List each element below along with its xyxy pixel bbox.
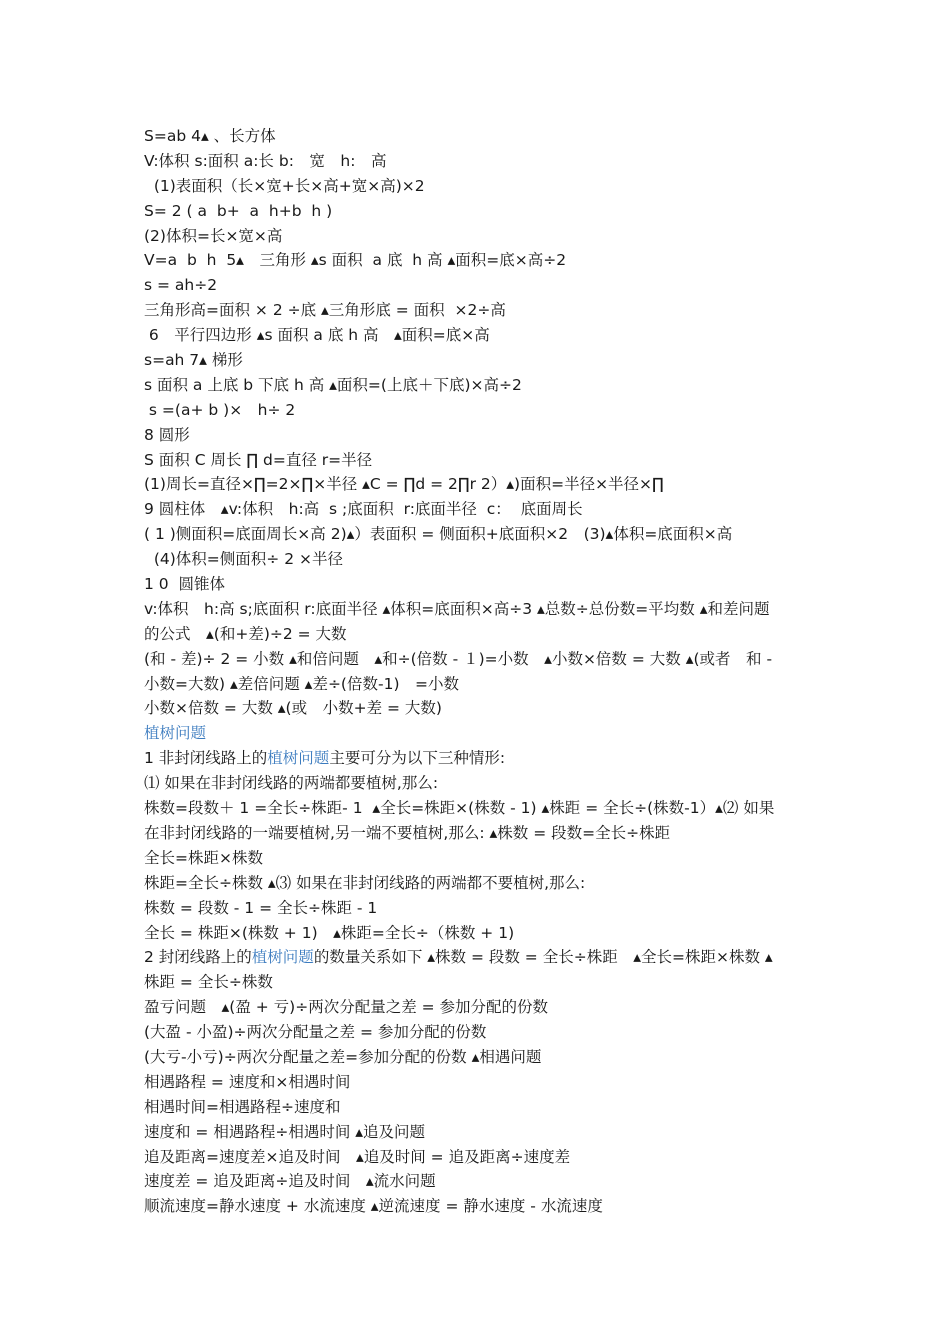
text-line — [144, 448, 814, 473]
highlight-term: 植树问题 — [267, 749, 330, 768]
text-line — [144, 995, 814, 1020]
text-segment: 追及距离=速度差×追及时间 ▴追及时间 = 追及距离÷速度差 — [144, 1147, 571, 1166]
text-line — [144, 248, 814, 273]
text-segment: 株数 = 段数 - 1 = 全长÷株距 - 1 — [144, 898, 378, 917]
text-segment: V=a b h 5▴ 三角形 ▴s 面积 a 底 h 高 ▴面积=底×高÷2 — [144, 251, 567, 270]
highlight-term: 植树问题 — [251, 948, 314, 967]
text-segment: 1 0 圆锥体 — [144, 575, 226, 594]
text-segment: s =(a+ b )× h÷ 2 — [144, 400, 296, 419]
text-segment: 全长=株距×株数 — [144, 848, 263, 867]
text-line — [144, 547, 814, 572]
text-line — [144, 273, 814, 298]
text-line — [144, 298, 814, 323]
text-line — [144, 821, 814, 846]
document-body — [144, 124, 814, 1219]
text-line — [144, 921, 814, 946]
text-line — [144, 1120, 814, 1145]
text-line — [144, 1070, 814, 1095]
text-line — [144, 746, 814, 771]
text-line — [144, 796, 814, 821]
text-line — [144, 871, 814, 896]
text-segment: V:体积 s:面积 a:长 b: 宽 h: 高 — [144, 151, 387, 170]
text-segment: 9 圆柱体 ▴v:体积 h:高 s ;底面积 r:底面半径 c： 底面周长 — [144, 500, 583, 519]
text-line — [144, 1169, 814, 1194]
text-segment: 速度和 = 相遇路程÷相遇时间 ▴追及问题 — [144, 1122, 426, 1141]
text-line — [144, 945, 814, 970]
text-segment: (和 - 差)÷ 2 = 小数 ▴和倍问题 ▴和÷(倍数 - １)=小数 ▴小数×倍数 = 大数 ▴(或者 和 - — [144, 649, 773, 668]
text-line — [144, 721, 814, 746]
text-line — [144, 622, 814, 647]
text-segment: S 面积 C 周长 ∏ d=直径 r=半径 — [144, 450, 373, 469]
text-line — [144, 970, 814, 995]
text-segment: 的公式 ▴(和+差)÷2 = 大数 — [144, 624, 347, 643]
text-segment: s=ah 7▴ 梯形 — [144, 351, 243, 370]
text-segment: (4)体积=侧面积÷ 2 ×半径 — [144, 550, 343, 569]
text-line — [144, 647, 814, 672]
text-line — [144, 348, 814, 373]
text-segment: v:体积 h:高 s;底面积 r:底面半径 ▴体积=底面积×高÷3 ▴总数÷总份数=平均数 ▴和差问题 — [144, 599, 770, 618]
text-segment: S=ab 4▴ 、长方体 — [144, 127, 276, 145]
text-line — [144, 224, 814, 249]
text-segment: 8 圆形 — [144, 425, 190, 444]
text-segment: 株距 = 全长÷株数 — [144, 973, 273, 992]
text-segment: 相遇路程 = 速度和×相遇时间 — [144, 1072, 351, 1091]
text-line — [144, 1194, 814, 1219]
text-segment: 小数×倍数 = 大数 ▴(或 小数+差 = 大数) — [144, 699, 442, 718]
text-segment: (1)周长=直径×∏=2×∏×半径 ▴C = ∏d = 2∏r 2）▴)面积=半径×半径×∏ — [144, 475, 664, 494]
text-line — [144, 199, 814, 224]
text-segment: S= 2 ( a b+ a h+b h ) — [144, 201, 333, 220]
text-line — [144, 149, 814, 174]
text-segment: 盈亏问题 ▴(盈 + 亏)÷两次分配量之差 = 参加分配的份数 — [144, 998, 549, 1017]
text-segment: s 面积 a 上底 b 下底 h 高 ▴面积=(上底＋下底)×高÷2 — [144, 375, 522, 394]
text-segment: 全长 = 株距×(株数 + 1) ▴株距=全长÷（株数 + 1) — [144, 923, 515, 942]
text-segment: (1)表面积（长×宽+长×高+宽×高)×2 — [144, 176, 425, 195]
text-line — [144, 771, 814, 796]
text-line — [144, 696, 814, 721]
text-segment: 株数=段数＋ 1 =全长÷株距- 1 ▴全长=株距×(株数 - 1) ▴株距 = 全长÷(株数-1）▴⑵ 如果 — [144, 799, 775, 818]
text-line — [144, 398, 814, 423]
text-line — [144, 672, 814, 697]
text-line — [144, 597, 814, 622]
text-segment: 株距=全长÷株数 ▴⑶ 如果在非封闭线路的两端都不要植树,那么: — [144, 873, 586, 892]
text-segment: 小数=大数) ▴差倍问题 ▴差÷(倍数-1) =小数 — [144, 674, 459, 693]
text-line — [144, 472, 814, 497]
text-segment: 的数量关系如下 ▴株数 = 段数 = 全长÷株距 ▴全长=株距×株数 ▴ — [313, 948, 773, 967]
text-segment: 顺流速度=静水速度 + 水流速度 ▴逆流速度 = 静水速度 - 水流速度 — [144, 1197, 603, 1216]
text-line — [144, 174, 814, 199]
text-segment: ( 1 )侧面积=底面周长×高 2)▴）表面积 = 侧面积+底面积×2 (3)▴体积=底面积×高 — [144, 525, 733, 544]
text-line — [144, 1145, 814, 1170]
text-segment: 主要可分为以下三种情形: — [329, 749, 506, 768]
text-line — [144, 1095, 814, 1120]
text-segment: ⑴ 如果在非封闭线路的两端都要植树,那么: — [144, 774, 439, 793]
text-segment: 在非封闭线路的一端要植树,另一端不要植树,那么: ▴株数 = 段数=全长÷株距 — [144, 823, 671, 842]
text-segment: 2 封闭线路上的 — [144, 948, 252, 967]
text-line — [144, 1020, 814, 1045]
text-line — [144, 1045, 814, 1070]
highlight-term: 植树问题 — [144, 724, 207, 743]
text-line — [144, 423, 814, 448]
text-line — [144, 497, 814, 522]
text-line — [144, 124, 814, 149]
text-line — [144, 896, 814, 921]
text-segment: 1 非封闭线路上的 — [144, 749, 268, 768]
text-segment: 相遇时间=相遇路程÷速度和 — [144, 1097, 341, 1116]
text-segment: 6 平行四边形 ▴s 面积 a 底 h 高 ▴面积=底×高 — [144, 326, 490, 345]
text-segment: (大亏-小亏)÷两次分配量之差=参加分配的份数 ▴相遇问题 — [144, 1047, 542, 1066]
text-segment: (2)体积=长×宽×高 — [144, 226, 283, 245]
text-segment: s = ah÷2 — [144, 276, 218, 295]
text-line — [144, 373, 814, 398]
text-segment: 三角形高=面积 × 2 ÷底 ▴三角形底 = 面积 ×2÷高 — [144, 301, 506, 320]
text-segment: (大盈 - 小盈)÷两次分配量之差 = 参加分配的份数 — [144, 1023, 487, 1042]
text-line — [144, 846, 814, 871]
text-segment: 速度差 = 追及距离÷追及时间 ▴流水问题 — [144, 1172, 436, 1191]
text-line — [144, 522, 814, 547]
text-line — [144, 323, 814, 348]
text-line — [144, 572, 814, 597]
